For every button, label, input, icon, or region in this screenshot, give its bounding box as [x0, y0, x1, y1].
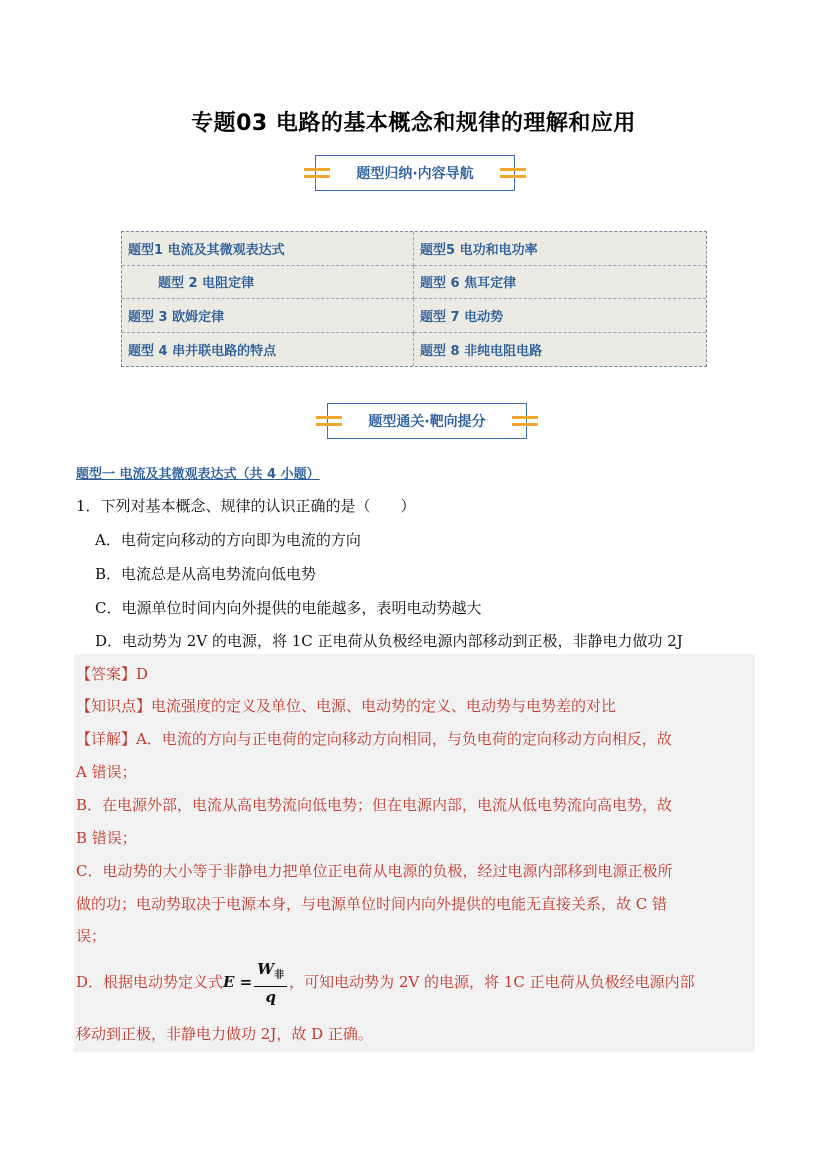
d-suffix: ，可知电动势为 2V 的电源，将 1C 正电荷从负极经电源内部	[289, 973, 695, 991]
detail-line	[76, 728, 672, 749]
nav-cell[interactable]: 题型 6 焦耳定律	[414, 266, 706, 300]
nav-banner	[315, 155, 515, 191]
formula-numerator: W	[257, 960, 275, 978]
nav-cell[interactable]: 题型 3 欧姆定律	[122, 299, 414, 333]
detail-tag: 【详解】	[76, 730, 137, 748]
detail-line: A 错误；	[76, 763, 137, 781]
nav-cell[interactable]: 题型 4 串并联电路的特点	[122, 333, 414, 367]
nav-cell[interactable]: 题型1 电流及其微观表达式	[122, 232, 414, 266]
formula-fraction	[254, 959, 287, 1007]
formula-numerator-sub: 非	[274, 970, 285, 981]
nav-cell[interactable]: 题型5 电功和电功率	[414, 232, 706, 266]
detail-line: C．电动势的大小等于非静电力把单位正电荷从电源的负极，经过电源内部移到电源正极所	[76, 862, 673, 880]
topic-navigation-table	[121, 231, 707, 367]
practice-banner-label: 题型通关·靶向提分	[364, 411, 489, 431]
formula-denominator: q	[265, 988, 276, 1006]
nav-cell[interactable]: 题型 8 非纯电阻电路	[420, 343, 543, 359]
nav-cell[interactable]: 题型 2 电阻定律	[122, 266, 414, 300]
knowledge-value: 电流强度的定义及单位、电源、电动势的定义、电动势与电势差的对比	[151, 697, 617, 715]
banner-left-decoration	[316, 416, 342, 426]
detail-line: 移动到正极，非静电力做功 2J，故 D 正确。	[76, 1025, 373, 1043]
knowledge-line	[76, 695, 616, 716]
d-prefix: D．根据电动势定义式	[76, 973, 224, 991]
detail-line: B 错误；	[76, 829, 137, 847]
option-d: D．电动势为 2V 的电源，将 1C 正电荷从负极经电源内部移动到正极，非静电力做功 2J	[95, 632, 683, 650]
question-stem: 1．下列对基本概念、规律的认识正确的是（ ）	[76, 497, 416, 515]
answer-block	[74, 654, 755, 1052]
practice-banner	[327, 403, 527, 439]
section-heading: 题型一 电流及其微观表达式（共 4 小题）	[76, 467, 320, 482]
knowledge-tag: 【知识点】	[76, 697, 152, 715]
option-c: C．电源单位时间内向外提供的电能越多，表明电动势越大	[95, 599, 482, 617]
nav-banner-label: 题型归纳·内容导航	[352, 163, 477, 183]
answer-value: D	[136, 665, 149, 683]
formula-lhs: E =	[223, 973, 253, 991]
detail-line: B．在电源外部，电流从高电势流向低电势；但在电源内部，电流从低电势流向高电势，故	[76, 796, 673, 814]
nav-cell[interactable]: 题型 7 电动势	[414, 299, 706, 333]
banner-right-decoration	[512, 416, 538, 426]
banner-left-decoration	[304, 168, 330, 178]
option-b: B．电流总是从高电势流向低电势	[95, 565, 317, 583]
detail-text: A．电流的方向与正电荷的定向移动方向相同，与负电荷的定向移动方向相反，故	[136, 730, 672, 748]
page-title: 专题03 电路的基本概念和规律的理解和应用	[191, 111, 636, 136]
answer-tag: 【答案】	[76, 665, 137, 683]
option-a: A．电荷定向移动的方向即为电流的方向	[95, 531, 361, 549]
detail-line: 误；	[76, 927, 107, 945]
answer-line	[76, 663, 148, 684]
banner-right-decoration	[500, 168, 526, 178]
detail-line-d	[76, 959, 695, 1007]
detail-line: 做的功；电动势取决于电源本身，与电源单位时间内向外提供的电能无直接关系，故 C 错	[76, 895, 668, 913]
